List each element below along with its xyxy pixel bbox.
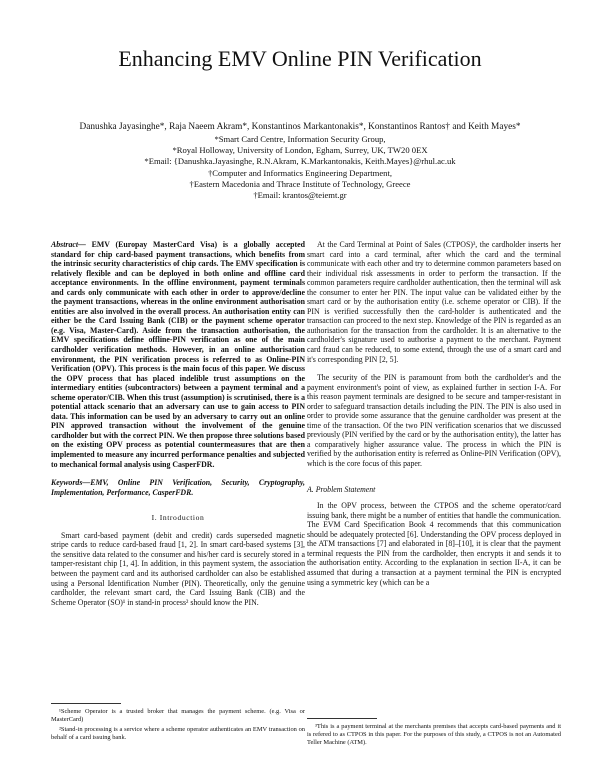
keywords-text: EMV, Online PIN Verification, Security, Cryptography, Implementation, Performance, CasperFDR. (51, 478, 305, 497)
section-heading: I. Introduction (151, 513, 205, 523)
footnote: ³This is a payment terminal at the merchants premises that accepts card-based payments and it is refered to as CTPOS in this paper. For the purposes of this study, a CTPOS is not an Automated Teller Machine (ATM). (307, 723, 561, 746)
affiliation-line: *Smart Card Centre, Information Security Group, (214, 134, 386, 144)
footnotes-left (51, 703, 305, 742)
affiliation-line: †Computer and Informatics Engineering Department, (208, 167, 392, 178)
affiliation-line: †Eastern Macedonia and Thrace Institute of Technology, Greece (189, 178, 411, 189)
body-paragraph: Smart card-based payment (debit and credit) cards superseded magnetic stripe cards to reduce card-based fraud [1, 2]. In smart card-based systems [3], the sensitive data related to the consumer and his/her card is securely stored in a tamper-resistant chip [1, 4]. In addition, in this payment system, the association between the payment card and its authorised cardholder can also be established using a Personal Identification Number (PIN). Theoretically, only the genuine cardholder, the relevant smart card, the Card Issuing Bank (CIB) and the Scheme Operator (SO)¹ in stand-in process² should know the PIN. (51, 530, 305, 607)
footnote: ¹Scheme Operator is a trusted broker that manages the payment scheme. (e.g. Visa or MasterCard) (51, 708, 305, 723)
keywords-label: Keywords— (51, 478, 91, 488)
footnote-rule (51, 703, 121, 704)
affiliations (20, 134, 580, 201)
footnote: ²Stand-in processing is a service where a scheme operator authenticates an EMV transaction on behalf of a card issuing bank. (51, 726, 305, 741)
subsection-heading: A. Problem Statement (307, 484, 376, 494)
affiliation-line: *Email: {Danushka.Jayasinghe, R.N.Akram, K.Markantonakis, Keith.Mayes}@rhul.ac.uk (144, 156, 456, 167)
body-paragraph: The security of the PIN is paramount from both the cardholder's and the payment environment's point of view, as explained further in section I-A. For this reason payment terminals are designed to be secure and tamper-resistant in order to safeguard transaction details including the PIN. The PIN is also used in order to provide some assurance that the genuine cardholder was present at the time of the transaction. Of the two PIN verification scenarios that we discussed previously (PIN verified by the card or by the authorisation entity), the latter has a comparatively higher assurance value. The process in which the PIN is verified by the authorisation entity is referred as Online-PIN Verification (OPV), which is the core focus of this paper. (307, 373, 561, 469)
affiliation-line: †Email: krantos@teiemt.gr (253, 190, 347, 201)
body-paragraph: In the OPV process, between the CTPOS and the scheme operator/card issuing bank, there might be a number of entities that handle the communication. The EVM Card Specification Book 4 recommends that this communication should be adequately protected [6]. Understanding the OPV process deployed in the ATM transactions [7] and elaborated in [8]–[10], it is clear that the payment terminal requests the PIN from the cardholder, then encrypts it and sends it to the authorisation entity. According to the explanation in section II-A, it can be assumed that during a transaction at a payment terminal the PIN is encrypted using a symmetric key (which can be a (307, 501, 561, 587)
left-column (51, 240, 305, 607)
body-paragraph: At the Card Terminal at Point of Sales (CTPOS)³, the cardholder inserts her smart card into a card terminal, after which the card and the terminal communicate with each other and try to determine common parameters based on their individual risk assessments in order to perform the transaction. If the common parameters require cardholder authentication, then the terminal will ask the consumer to enter her PIN. The input value can be validated either by the smart card or by the authorisation entity (i.e. scheme operator or CIB). If the PIN is verified successfully then the card-holder is authenticated and the transaction can proceed to the next step. Knowledge of the PIN is regarded as an authorisation for the transaction from the cardholder. It is an alternative to the cardholder's signature used to authorise a payment to the merchant. Payment card fraud can be reduced, to some extend, through the use of a smart card and it's corresponding PIN [2, 5]. (307, 240, 561, 364)
paper-title: Enhancing EMV Online PIN Verification (118, 46, 482, 71)
keywords (51, 478, 305, 497)
right-column (307, 240, 561, 587)
abstract (51, 240, 305, 469)
footnote-rule (307, 718, 377, 719)
author-list: Danushka Jayasinghe*, Raja Naeem Akram*, Konstantinos Markantonakis*, Konstantinos Rantos† and Keith Mayes* (79, 122, 521, 132)
footnotes-right (307, 718, 561, 747)
abstract-label: Abstract— (51, 240, 86, 249)
affiliation-line: *Royal Holloway, University of London, Egham, Surrey, UK, TW20 0EX (172, 145, 428, 156)
abstract-text: EMV (Europay MasterCard Visa) is a globally accepted standard for chip card-based payment transactions, which benefits from the intrinsic security characteristics of chip cards. The EMV specification is relatively flexible and can be deployed in both online and offline card acceptance environments. In the offline environment, payment terminals and cards only communicate with each other in order to approve/decline the payment transactions, whereas in the online environment authorisation entities are also involved in the overall process. An authorisation entity can either be the Card Issuing Bank (CIB) or the payment scheme operator (e.g. Visa, Master-Card). Aside from the transaction authorisation, the EMV specifications define offline-PIN verification as one of the main cardholder verification methods. However, in an online authorisation environment, the PIN verification process is referred to as Online-PIN Verification (OPV). This process is the main focus of this paper. We discuss the OPV process that has placed indelible trust assumptions on the intermediary entities (subcontractors) between a payment terminal and a scheme operator/CIB. When this trust (assumption) is scrutinised, there is a potential attack scenario that an adversary can use to gain access to PIN data. This information can be used by an adversary to carry out an online PIN approved transaction without the involvement of the genuine cardholder but with the correct PIN. We then propose three solutions based on the existing OPV process as potential countermeasures that are then implemented to measure any incurred performance penalties and subjected to mechanical formal analysis using CasperFDR. (51, 240, 305, 469)
